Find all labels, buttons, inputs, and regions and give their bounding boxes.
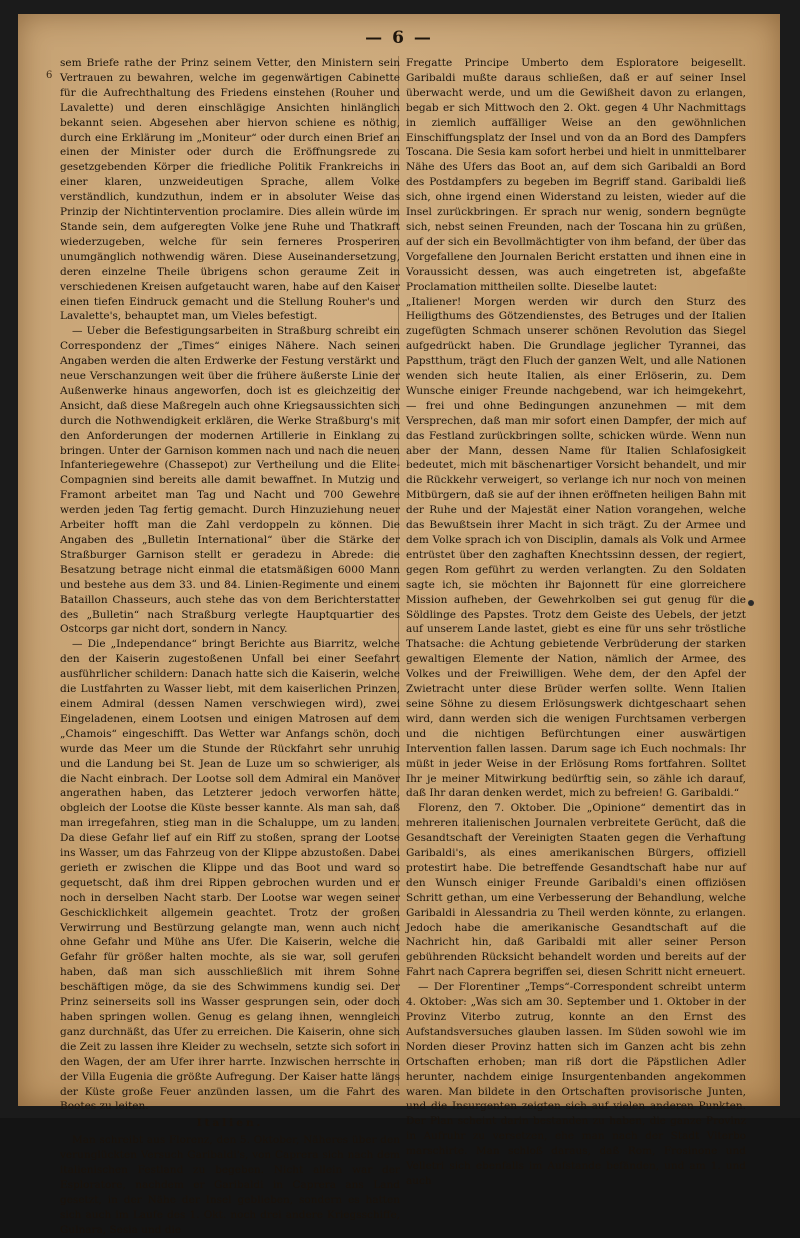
left-paragraph-3: — Die „Independance“ bringt Berichte aus Biarritz, welche den der Kaiserin zugestoßenen Unfall bei einer Seefahrt ausführlicher schildern: Danach hatte sich die Kaiserin, welche die Lustfahrten zu Wasser liebt, mit dem kaiserlichen Prinzen, einem Admiral (dessen Namen verschwiegen wird), zwei Eingeladenen, einem Lootsen und einigen Matrosen auf dem „Chamois“ eingeschifft. Das Wetter war Anfangs schön, doch wurde das Meer um die Stunde der Rückfahrt sehr unruhig und die Landung bei St. Jean de Luze um so schwieriger, als die Nacht einbrach. Der Lootse soll dem Admiral ein Manöver angerathen haben, das Letzterer jedoch verworfen hätte, obgleich der Lootse die Küste besser kannte. Als man sah, daß man irregefahren, stieg man in die Schaluppe, um zu landen. Da diese Gefahr lief auf ein Riff zu stoßen, sprang der Lootse ins Wasser, um das Fahrzeug von der Klippe abzustoßen. Dabei gerieth er zwischen die Klippe und das Boot und ward so gequetscht, daß ihm drei Rippen gebrochen wurden und er noch in derselben Nacht starb. Der Lootse war wegen seiner Geschicklichkeit allgemein geachtet. Trotz der großen Verwirrung und Bestürzung gelangte man, wenn auch nicht ohne Gefahr und Mühe ans Ufer. Die Kaiserin, welche die Gefahr für größer halten mochte, als sie war, soll gerufen haben, daß man sich ausschließlich mit ihrem Sohne beschäftigen möge, da sie des Schwimmens kundig sei. Der Prinz seinerseits soll ins Wasser gesprungen sein, oder doch haben springen wollen. Genug es gelang ihnen, wenngleich ganz durchnäßt, das Ufer zu erreichen. Die Kaiserin, ohne sich die Zeit zu lassen ihre Kleider zu wechseln, setzte sich sofort in den Wagen, der am Ufer ihrer harrte. Inzwischen herrschte in der Villa Eugenia die größte Aufregung. Der Kaiser hatte längs der Küste große Feuer anzünden lassen, um die Fahrt des Bootes zu leiten. [60, 638, 400, 1113]
paper-hole [748, 600, 754, 606]
right-paragraph-florenz: Florenz, den 7. Oktober. Die „Opinione“ dementirt das in mehreren italienischen Journalen verbreitete Gerücht, daß die Gesandtschaft der Vereinigten Staaten gegen die Verhaftung Garibaldi's, als eines amerikanischen Bürgers, offiziell protestirt habe. Die betreffende Gesandtschaft habe nur auf den Wunsch einiger Freunde Garibaldi's einen offiziösen Schritt gethan, um eine Verbesserung der Behandlung, welche Garibaldi in Alessandria zu Theil werden könnte, zu erlangen. Jedoch habe die amerikanische Gesandtschaft auf die Nachricht hin, daß Garibaldi mit aller seiner Person gebührenden Rücksicht behandelt worden und bereits auf der Fahrt nach Caprera begriffen sei, diesen Schritt nicht erneuert. [406, 802, 746, 979]
right-paragraph-1: Fregatte Principe Umberto dem Esploratore beigesellt. Garibaldi mußte daraus schließen, daß er auf seiner Insel überwacht werde, und um die Gewißheit davon zu erlangen, begab er sich Mittwoch den 2. Okt. gegen 4 Uhr Nachmittags in ziemlich auffälliger Weise an den gewöhnlichen Einschiffungsplatz der Insel und von da an Bord des Dampfers Toscana. Die Sesia kam sofort herbei und hielt in unmittelbarer Nähe des Ufers das Boot an, auf dem sich Garibaldi an Bord des Postdampfers zu begeben im Begriff stand. Garibaldi ließ sich, ohne irgend einen Widerstand zu leisten, wieder auf die Insel zurückbringen. Er sprach nur wenig, sondern begnügte sich, nebst seinen Freunden, nach der Toscana hin zu grüßen, auf der sich ein Bevollmächtigter von ihm befand, der über das Vorgefallene den Journalen Bericht erstatten und ihnen eine in Voraussicht dessen, was auch eingetreten ist, abgefaßte Proclamation mittheilen sollte. Dieselbe lautet: [406, 57, 746, 293]
section-heading-italien: Italien. [196, 1117, 264, 1130]
page-number: — 6 — [365, 28, 433, 48]
left-column [60, 56, 400, 1236]
margin-page-mark: 6 [46, 70, 53, 81]
garibaldi-proclamation: „Italiener! Morgen werden wir durch den Sturz des Heiligthums des Götzendienstes, des Betruges und der Italien zugefügten Schmach unserer schönen Revolution das Siegel aufgedrückt haben. Die Grundlage jeglicher Tyrannei, das Papstthum, trägt den Fluch der ganzen Welt, und alle Nationen wenden sich heute Italien, als einer Erlöserin, zu. Dem Wunsche einiger Freunde nachgebend, war ich heimgekehrt, — frei und ohne Bedingungen anzunehmen — mit dem Versprechen, daß man mir sofort einen Dampfer, der mich auf das Festland zurückbringen sollte, schicken würde. Wenn nun aber der Mann, dessen Name für Italien Schlafosigkeit bedeutet, mich mit bäschenartiger Vorsicht behandelt, und mir die Rückkehr verweigert, so verlange ich nur noch von meinen Mitbürgern, daß sie auf der ihnen eröffneten heiligen Bahn mit der Ruhe und der Majestät einer Nation vorangehen, welche das Bewußtsein ihrer Macht in sich trägt. Zu der Armee und dem Volke sprach ich von Disciplin, damals als Volk und Armee entrüstet über den zaghaften Knechtssinn dessen, der regiert, gegen Rom geführt zu werden verlangten. Zu den Soldaten sagte ich, sie möchten ihr Bajonnett für eine glorreichere Mission aufheben, der Gewehrkolben sei gut genug für die Söldlinge des Papstes. Trotz dem Geiste des Uebels, der jetzt auf unserem Lande lastet, giebt es eine für uns sehr tröstliche Thatsache: die Achtung gebietende Verbrüderung der starken gewaltigen Elemente der Nation, nämlich der Armee, des Volkes und der Freiwilligen. Wehe dem, der den Apfel der Zwietracht unter diese Brüder werfen sollte. Wenn Italien seine Söhne zu diesem Erlösungswerk dichtgeschaart sehen wird, dann werden sich die wenigen Furchtsamen verbergen und die nichtigen Befürchtungen einer auswärtigen Intervention fallen lassen. Darum sage ich Euch nochmals: Ihr müßt in jeder Weise in der Erlösung Roms fortfahren. Solltet Ihr je meiner Mitwirkung bedürftig sein, so zähle ich darauf, daß Ihr daran denken werdet, mich zu befreien! G. Garibaldi.“ [406, 295, 746, 800]
right-column [406, 56, 746, 1187]
left-paragraph-4: Man schreibt aus Florenz, den 5. Oktober, Näheres über den verunglückten Versuch Garibaldi's, von Caprera sich nach dem italienischen Festland zu begeben. Nicht allein war der Esploratore, nachdem er Garibaldi in Caprera ans Land gesetzt, in der Nähe der Insel geblieben, sondern es hatten sich auch im Laufe des 1. Okt. noch drei andere Kriegsschiffe, Gulnara, Sesia und die [60, 1134, 400, 1236]
right-paragraph-temps: — Der Florentiner „Temps“-Correspondent schreibt unterm 4. Oktober: „Was sich am 30. September und 1. Oktober in der Provinz Viterbo zutrug, konnte an den Ernst des Aufstandsversuches glauben lassen. Im Süden sowohl wie im Norden dieser Provinz hatten sich im Ganzen acht bis zehn Ortschaften erhoben; man riß dort die Päpstlichen Adler herunter, nachdem einige Insurgentenbanden angekommen waren. Man bildete in den Ortschaften provisorische Junten, und die Insurgenten zeigten sich auf vielen anderen Punkten. Der Plan scheint darin bestanden zu haben, die ganze Provinz in Aufruhr zu versetzen, ehe man nach der Stadt Viterbo marschirte. Man schloß daraus, daß Rom, Frosinone und Velletri sich ebenfalls im Aufstande befänden, und am 1. und auch [406, 981, 746, 1187]
newspaper-page [18, 14, 780, 1236]
left-paragraph-2: — Ueber die Befestigungsarbeiten in Straßburg schreibt ein Correspondenz der „Times“ einiges Nähere. Nach seinen Angaben werden die alten Erdwerke der Festung verstärkt und neue Verschanzungen weit über die frühere äußerste Linie der Außenwerke hinaus angeworfen, doch ist es gleichzeitig der Ansicht, daß diese Maßregeln auch ohne Kriegsaussichten sich durch die Nothwendigkeit erklären, die Werke Straßburg's mit den Anforderungen der modernen Artillerie in Einklang zu bringen. Unter der Garnison kommen nach und nach die neuen Infanteriegewehre (Chassepot) zur Vertheilung und die Elite-Compagnien sind bereits alle damit bewaffnet. In Mutzig und Framont arbeitet man Tag und Nacht und 700 Gewehre werden jeden Tag fertig gemacht. Durch Hinzuziehung neuer Arbeiter hofft man die Zahl verdoppeln zu können. Die Angaben des „Bulletin International“ über die Stärke der Straßburger Garnison stellt er geradezu in Abrede: die Besatzung betrage nicht einmal die etatsmäßigen 6000 Mann und bestehe aus dem 33. und 84. Linien-Regimente und einem Bataillon Chasseurs, auch stehe das von dem Berichterstatter des „Bulletin“ nach Straßburg verlegte Hauptquartier des Ostcorps gar nicht dort, sondern in Nancy. [60, 325, 400, 636]
column-rule [398, 56, 399, 1086]
left-paragraph-1: sem Briefe rathe der Prinz seinem Vetter, den Ministern sein Vertrauen zu bewahren, welche im gegenwärtigen Cabinette für die Aufrechthaltung des Friedens einstehen (Rouher und Lavalette) und deren einschlägige Ansichten hinlänglich bekannt seien. Abgesehen aber hiervon schiene es nöthig, durch eine Erklärung im „Moniteur“ oder durch einen Brief an einen der Minister oder durch die Eröffnungsrede zu gesetzgebenden Körper die friedliche Politik Frankreichs in einer klaren, unzweideutigen Sprache, allem Volke verständlich, kundzuthun, indem er in absoluter Weise das Prinzip der Nichtintervention proclamire. Dies allein würde im Stande sein, dem aufgeregten Volke jene Ruhe und Thatkraft wiederzugeben, welche für sein ferneres Prosperiren unumgänglich nothwendig wären. Diese Auseinandersetzung, deren einzelne Theile übrigens schon geraume Zeit in verschiedenen Kreisen aufgetaucht waren, habe auf den Kaiser einen tiefen Eindruck gemacht und die Stellung Rouher's und Lavalette's, behauptet man, um Vieles befestigt. [60, 57, 400, 323]
